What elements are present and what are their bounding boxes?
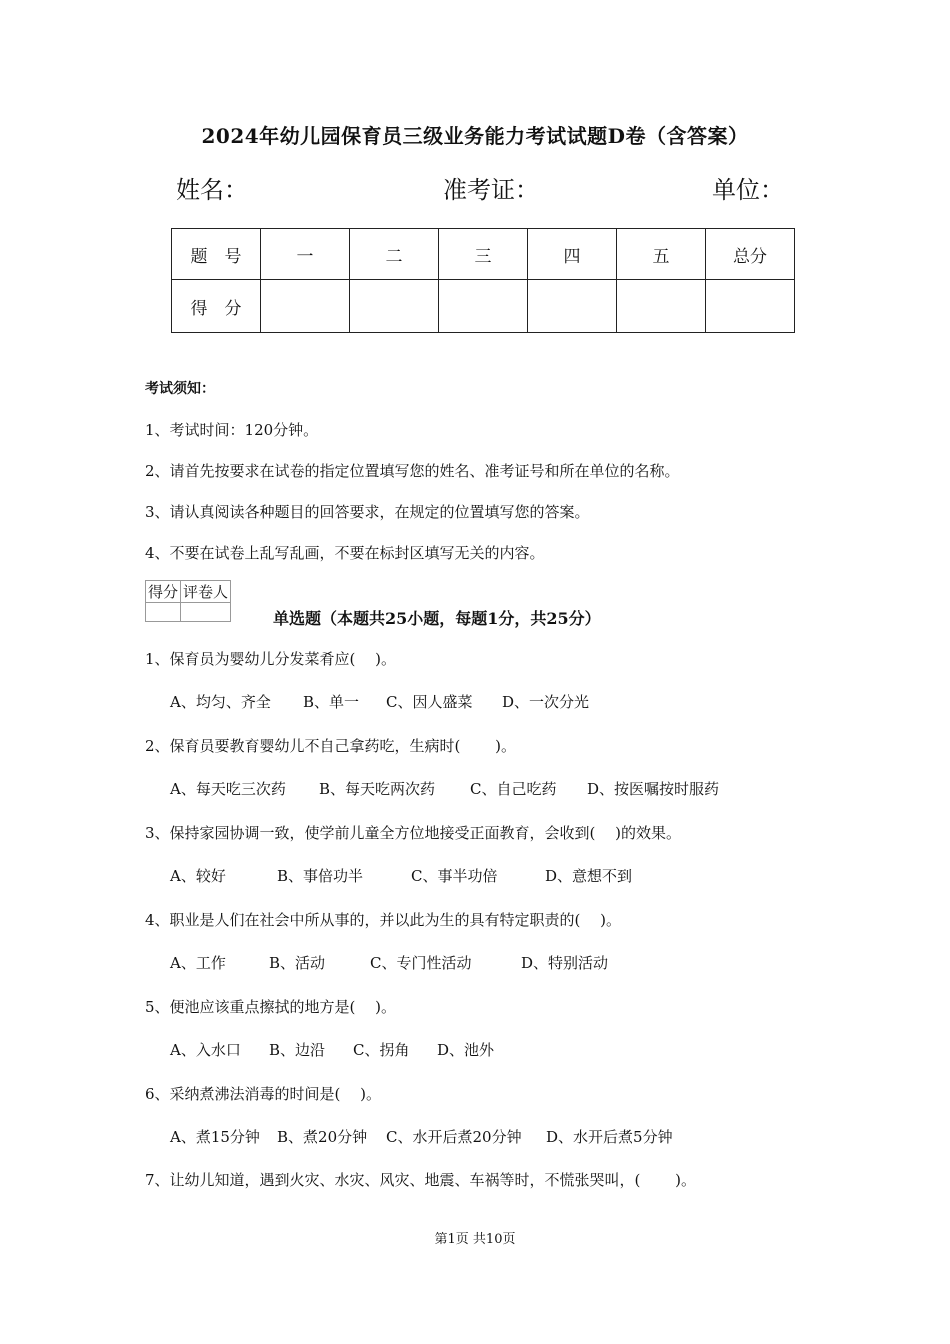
exam-title: 2024年幼儿园保育员三级业务能力考试试题D卷（含答案） (201, 124, 749, 148)
grader-score-label: 得分 (146, 581, 181, 603)
notice-item: 1、考试时间：120分钟。 (145, 421, 319, 439)
option[interactable]: B、事倍功半 (277, 867, 364, 885)
option[interactable]: C、水开后煮20分钟 (386, 1128, 522, 1146)
score-table-header-cell: 五 (617, 229, 706, 280)
option[interactable]: B、煮20分钟 (277, 1128, 368, 1146)
option[interactable]: B、单一 (303, 693, 360, 711)
option[interactable]: A、入水口 (170, 1041, 241, 1059)
notice-item: 2、请首先按要求在试卷的指定位置填写您的姓名、准考证号和所在单位的名称。 (145, 462, 680, 480)
score-cell[interactable] (350, 280, 439, 333)
score-table-header-cell: 题 号 (172, 229, 261, 280)
question-options (170, 778, 719, 799)
question-stem: 5、便池应该重点擦拭的地方是( )。 (145, 998, 397, 1016)
score-cell[interactable] (617, 280, 706, 333)
option[interactable]: D、意想不到 (545, 867, 633, 885)
unit-field-label: 单位： (712, 176, 784, 204)
score-table (171, 228, 795, 333)
exam-id-field-label: 准考证： (443, 176, 539, 204)
option[interactable]: D、按医嘱按时服药 (587, 780, 720, 798)
question-options (170, 1039, 494, 1060)
question-stem: 1、保育员为婴幼儿分发菜肴应( )。 (145, 650, 397, 668)
score-cell[interactable] (261, 280, 350, 333)
option[interactable]: D、水开后煮5分钟 (546, 1128, 673, 1146)
option[interactable]: A、较好 (170, 867, 226, 885)
option[interactable]: D、一次分光 (502, 693, 590, 711)
question-stem: 4、职业是人们在社会中所从事的，并以此为生的具有特定职责的( )。 (145, 911, 622, 929)
option[interactable]: A、工作 (170, 954, 226, 972)
notice-heading: 考试须知： (145, 381, 215, 397)
section-title: 单选题（本题共25小题，每题1分，共25分） (273, 609, 601, 628)
option[interactable]: C、拐角 (353, 1041, 410, 1059)
option[interactable]: C、专门性活动 (370, 954, 472, 972)
question-options (170, 1126, 673, 1147)
option[interactable]: B、边沿 (269, 1041, 326, 1059)
option[interactable]: D、池外 (437, 1041, 495, 1059)
score-table-score-row (172, 280, 795, 333)
option[interactable]: B、活动 (269, 954, 326, 972)
option[interactable]: A、每天吃三次药 (170, 780, 286, 798)
question-options (170, 952, 608, 973)
grader-reviewer-cell[interactable] (181, 603, 231, 622)
question-stem: 6、采纳煮沸法消毒的时间是( )。 (145, 1085, 382, 1103)
option[interactable]: C、因人盛菜 (386, 693, 473, 711)
grader-reviewer-label: 评卷人 (181, 581, 231, 603)
score-cell[interactable] (706, 280, 795, 333)
question-stem: 3、保持家园协调一致，使学前儿童全方位地接受正面教育，会收到( )的效果。 (145, 824, 682, 842)
option[interactable]: C、自己吃药 (470, 780, 557, 798)
notice-item: 3、请认真阅读各种题目的回答要求，在规定的位置填写您的答案。 (145, 503, 590, 521)
score-cell[interactable] (528, 280, 617, 333)
score-table-header-cell: 四 (528, 229, 617, 280)
score-table-header-row (172, 229, 795, 280)
question-stem: 7、让幼儿知道，遇到火灾、水灾、风灾、地震、车祸等时，不慌张哭叫，( )。 (145, 1171, 697, 1189)
score-table-header-cell: 总分 (706, 229, 795, 280)
question-stem: 2、保育员要教育婴幼儿不自己拿药吃，生病时( )。 (145, 737, 517, 755)
score-cell[interactable] (439, 280, 528, 333)
grader-box (145, 580, 231, 622)
grader-score-cell[interactable] (146, 603, 181, 622)
score-row-label: 得 分 (172, 280, 261, 333)
option[interactable]: C、事半功倍 (411, 867, 498, 885)
question-options (170, 691, 589, 712)
name-field-label: 姓名： (176, 176, 248, 204)
option[interactable]: B、每天吃两次药 (319, 780, 436, 798)
page-footer: 第1页 共10页 (434, 1232, 516, 1247)
score-table-header-cell: 二 (350, 229, 439, 280)
option[interactable]: A、煮15分钟 (170, 1128, 260, 1146)
option[interactable]: D、特别活动 (521, 954, 609, 972)
score-table-header-cell: 一 (261, 229, 350, 280)
question-options (170, 865, 632, 886)
notice-item: 4、不要在试卷上乱写乱画，不要在标封区填写无关的内容。 (145, 544, 545, 562)
option[interactable]: A、均匀、齐全 (170, 693, 271, 711)
score-table-header-cell: 三 (439, 229, 528, 280)
